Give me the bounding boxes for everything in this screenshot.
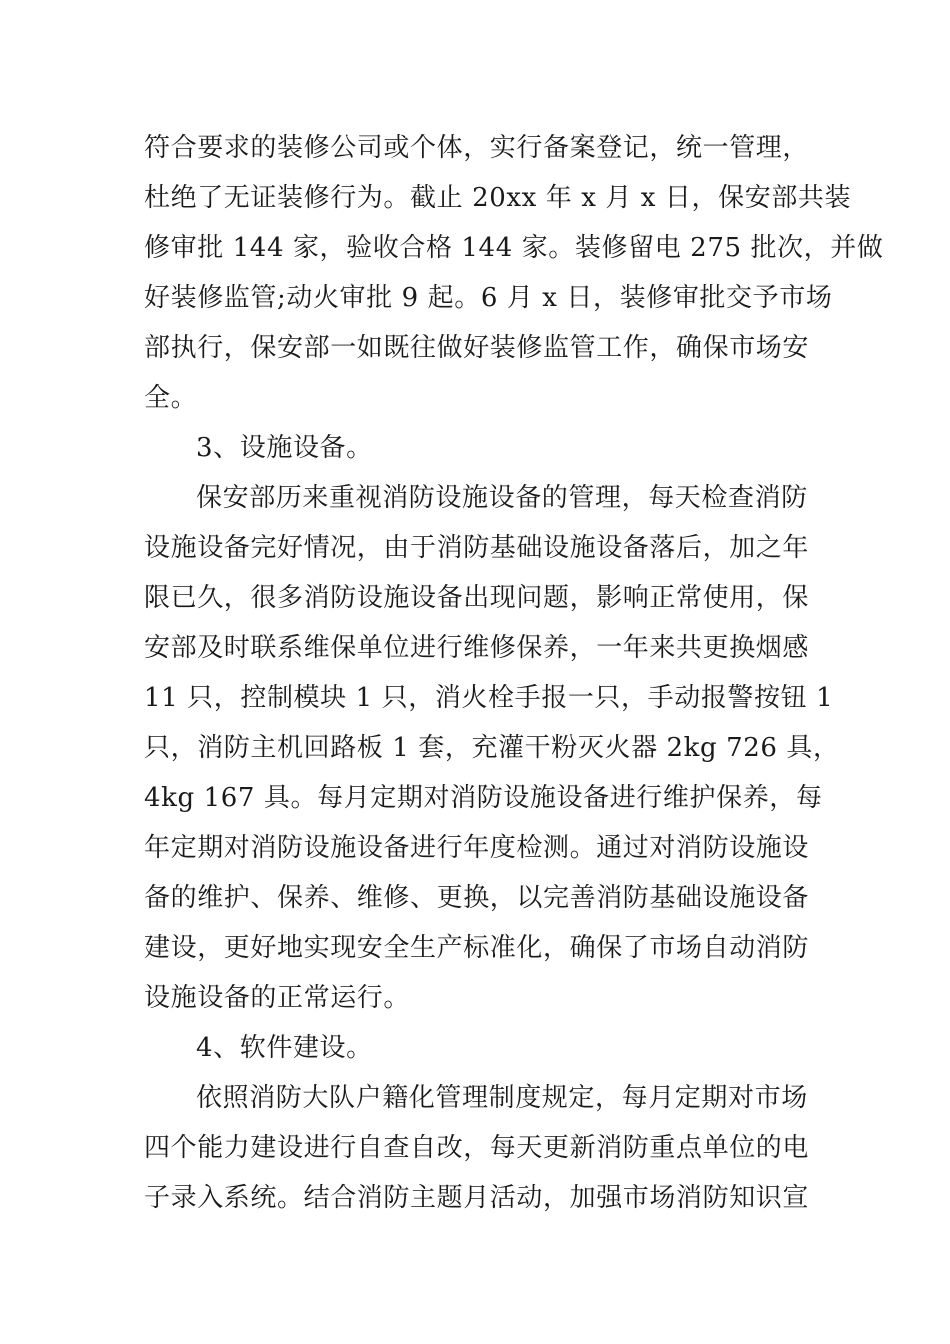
text-line: 修审批 144 家，验收合格 144 家。装修留电 275 批次，并做 — [144, 233, 884, 263]
text-line: 部执行，保安部一如既往做好装修监管工作，确保市场安 — [144, 333, 810, 363]
text-line: 依照消防大队户籍化管理制度规定，每月定期对市场 — [196, 1083, 808, 1113]
text-line: 全。 — [144, 383, 198, 413]
text-line: 建设，更好地实现安全生产标准化，确保了市场自动消防 — [144, 933, 810, 963]
text-line: 保安部历来重视消防设施设备的管理，每天检查消防 — [196, 483, 808, 513]
text-line: 符合要求的装修公司或个体，实行备案登记，统一管理， — [144, 133, 810, 163]
text-line: 四个能力建设进行自查自改，每天更新消防重点单位的电 — [144, 1133, 810, 1163]
section-heading: 3、设施设备。 — [196, 433, 373, 463]
text-line: 只，消防主机回路板 1 套，充灌干粉灭火器 2kg 726 具， — [144, 733, 840, 763]
text-line: 杜绝了无证装修行为。截止 20xx 年 x 月 x 日，保安部共装 — [144, 183, 852, 213]
text-line: 备的维护、保养、维修、更换，以完善消防基础设施设备 — [144, 883, 810, 913]
text-line: 设施设备完好情况，由于消防基础设施设备落后，加之年 — [144, 533, 810, 563]
text-line: 子录入系统。结合消防主题月活动，加强市场消防知识宣 — [144, 1183, 810, 1213]
text-line: 年定期对消防设施设备进行年度检测。通过对消防设施设 — [144, 833, 810, 863]
text-line: 设施设备的正常运行。 — [144, 983, 411, 1013]
text-line: 好装修监管;动火审批 9 起。6 月 x 日，装修审批交予市场 — [144, 283, 833, 313]
text-line: 4kg 167 具。每月定期对消防设施设备进行维护保养，每 — [144, 783, 823, 813]
text-line: 限已久，很多消防设施设备出现问题，影响正常使用，保 — [144, 583, 810, 613]
section-heading: 4、软件建设。 — [196, 1033, 373, 1063]
text-line: 安部及时联系维保单位进行维修保养，一年来共更换烟感 — [144, 633, 810, 663]
text-line: 11 只，控制模块 1 只，消火栓手报一只，手动报警按钮 1 — [144, 683, 834, 713]
